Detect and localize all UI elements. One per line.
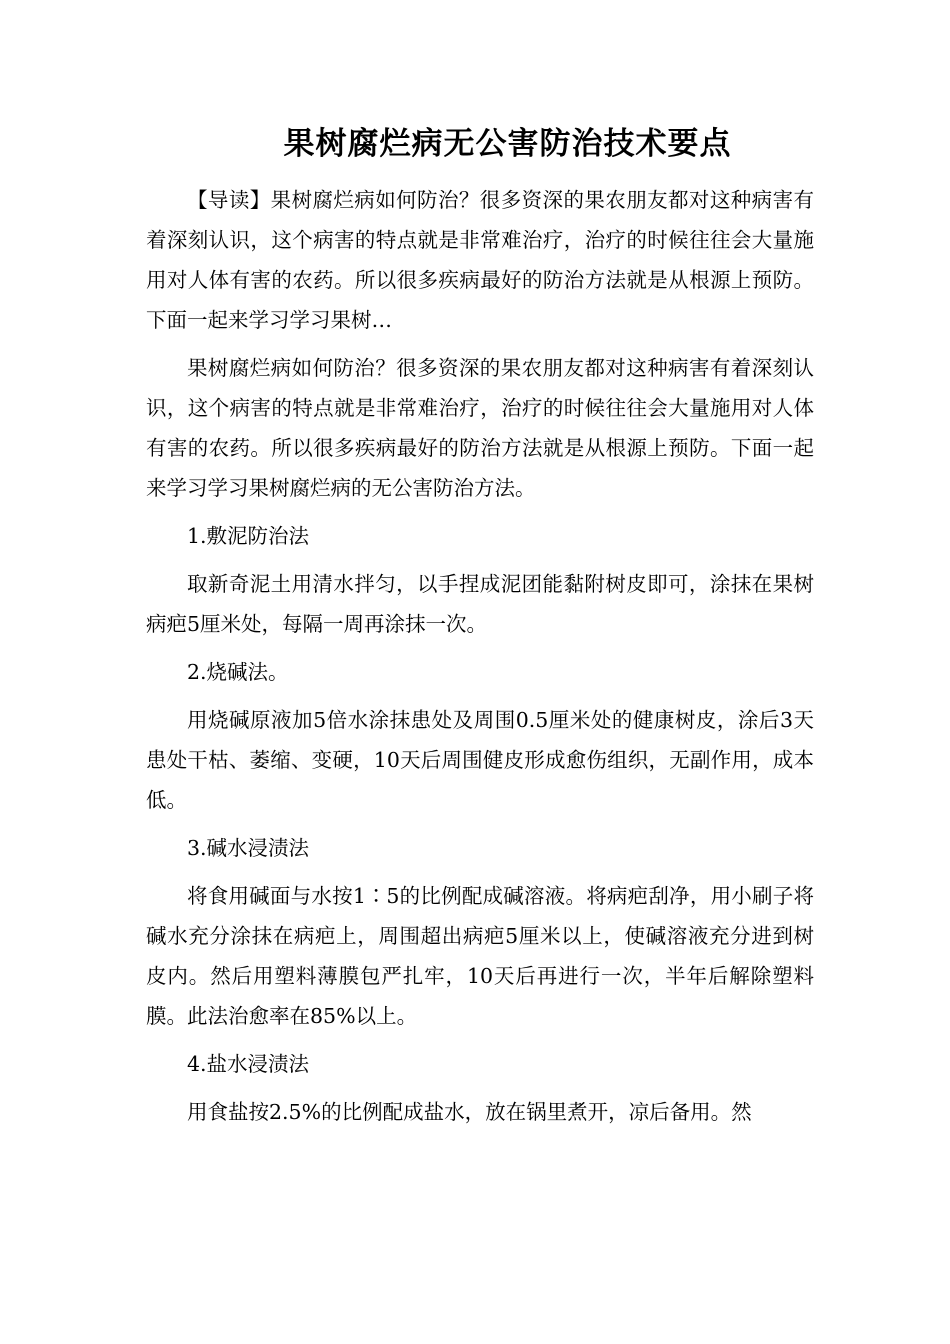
document-title: 果树腐烂病无公害防治技术要点	[283, 126, 732, 162]
section-heading: 3.碱水浸渍法	[187, 836, 310, 860]
intro-paragraph: 【导读】果树腐烂病如何防治？很多资深的果农朋友都对这种病害有着深刻认识，这个病害的特点就是非常难治疗，治疗的时候往往会大量施用对人体有害的农药。所以很多疾病最好的防治方法就是从根源上预防。下面一起来学习学习果树…	[146, 188, 814, 332]
section-heading: 1.敷泥防治法	[187, 524, 310, 548]
section-heading: 2.烧碱法。	[187, 660, 289, 684]
section-heading: 4.盐水浸渍法	[187, 1052, 310, 1076]
body-paragraph: 用食盐按2.5%的比例配成盐水，放在锅里煮开，凉后备用。然	[187, 1100, 752, 1124]
body-paragraph: 取新奇泥土用清水拌匀，以手捏成泥团能黏附树皮即可，涂抹在果树病疤5厘米处，每隔一周再涂抹一次。	[146, 572, 814, 636]
body-paragraph: 用烧碱原液加5倍水涂抹患处及周围0.5厘米处的健康树皮，涂后3天患处干枯、萎缩、变硬，10天后周围健皮形成愈伤组织，无副作用，成本低。	[146, 708, 814, 812]
document-body	[146, 180, 814, 1140]
body-paragraph: 将食用碱面与水按1∶5的比例配成碱溶液。将病疤刮净，用小刷子将碱水充分涂抹在病疤上，周围超出病疤5厘米以上，使碱溶液充分进到树皮内。然后用塑料薄膜包严扎牢，10天后再进行一次，半年后解除塑料膜。此法治愈率在85%以上。	[146, 884, 814, 1028]
body-paragraph: 果树腐烂病如何防治？很多资深的果农朋友都对这种病害有着深刻认识，这个病害的特点就是非常难治疗，治疗的时候往往会大量施用对人体有害的农药。所以很多疾病最好的防治方法就是从根源上预防。下面一起来学习学习果树腐烂病的无公害防治方法。	[146, 356, 814, 500]
